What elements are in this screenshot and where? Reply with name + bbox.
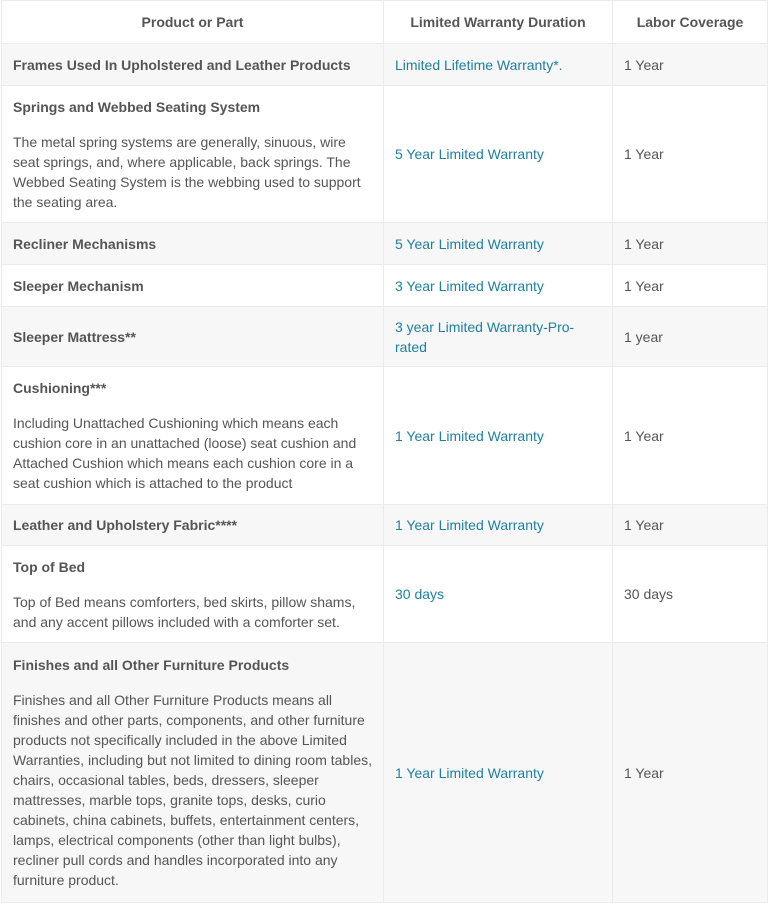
- warranty-link[interactable]: 3 year Limited Warranty-Pro-rated: [395, 318, 575, 355]
- part-cell: [2, 223, 384, 265]
- warranty-link[interactable]: 1 Year Limited Warranty: [395, 427, 544, 444]
- table-row: [2, 223, 768, 265]
- part-cell: [2, 307, 384, 367]
- warranty-cell: [384, 86, 613, 223]
- table-row: [2, 367, 768, 505]
- warranty-cell: [384, 223, 613, 265]
- part-title: Leather and Upholstery Fabric****: [13, 517, 238, 533]
- part-cell: [2, 643, 384, 903]
- warranty-cell: [384, 307, 613, 367]
- warranty-link[interactable]: 1 Year Limited Warranty: [395, 517, 544, 533]
- labor-cell: 1 Year: [613, 367, 768, 505]
- part-title: Frames Used In Upholstered and Leather Products: [13, 56, 351, 73]
- warranty-table: [1, 0, 768, 903]
- part-title: Finishes and all Other Furniture Products: [13, 657, 290, 673]
- warranty-cell: [384, 643, 613, 903]
- part-description: The metal spring systems are generally, sinuous, wire seat springs, and, where applicable, back springs. The Webbed Seating System is the webbing used to support the seating area.: [13, 133, 361, 210]
- labor-cell: 1 Year: [613, 505, 768, 546]
- labor-cell: 1 Year: [613, 223, 768, 265]
- part-cell: [2, 86, 384, 223]
- part-description: Finishes and all Other Furniture Products means all finishes and other parts, components, and other furniture products not specifically included in the above Limited Warranties, including but not limited to dining room tables, chairs, occasional tables, beds, dressers, sleeper mattresses, marble tops, granite tops, desks, curio cabinets, china cabinets, buffets, entertainment centers, lamps, electrical components (other than light bulbs), recliner pull cords and handles incorporated into any furniture product.: [13, 692, 372, 888]
- labor-cell: 30 days: [613, 546, 768, 643]
- labor-cell: 1 year: [613, 307, 768, 367]
- part-title: Recliner Mechanisms: [13, 235, 157, 252]
- warranty-cell: [384, 44, 613, 86]
- warranty-cell: [384, 546, 613, 643]
- labor-cell: 1 Year: [613, 265, 768, 307]
- warranty-link[interactable]: 3 Year Limited Warranty: [395, 277, 544, 294]
- header-warranty-duration: Limited Warranty Duration: [384, 1, 613, 44]
- part-cell: [2, 546, 384, 643]
- table-header-row: [2, 1, 768, 44]
- table-row: [2, 505, 768, 546]
- warranty-link[interactable]: 5 Year Limited Warranty: [395, 146, 544, 162]
- table-row: [2, 86, 768, 223]
- warranty-link[interactable]: 30 days: [395, 586, 445, 602]
- part-description: Top of Bed means comforters, bed skirts, pillow shams, and any accent pillows included with a comforter set.: [13, 593, 356, 630]
- warranty-link[interactable]: 5 Year Limited Warranty: [395, 235, 544, 252]
- part-cell: [2, 505, 384, 546]
- warranty-link[interactable]: Limited Lifetime Warranty*.: [395, 56, 563, 73]
- part-title: Springs and Webbed Seating System: [13, 98, 261, 115]
- warranty-cell: [384, 367, 613, 505]
- part-cell: [2, 367, 384, 505]
- table-row: [2, 643, 768, 903]
- part-cell: [2, 44, 384, 86]
- warranty-link[interactable]: 1 Year Limited Warranty: [395, 764, 544, 781]
- header-labor-coverage: Labor Coverage: [613, 1, 768, 44]
- part-title: Sleeper Mechanism: [13, 277, 144, 294]
- part-title: Cushioning***: [13, 380, 107, 396]
- part-title: Top of Bed: [13, 558, 86, 575]
- warranty-cell: [384, 505, 613, 546]
- labor-cell: 1 Year: [613, 44, 768, 86]
- table-row: [2, 44, 768, 86]
- labor-cell: 1 Year: [613, 643, 768, 903]
- part-cell: [2, 265, 384, 307]
- table-row: [2, 307, 768, 367]
- table-row: [2, 265, 768, 307]
- part-title: Sleeper Mattress**: [13, 328, 136, 345]
- labor-cell: 1 Year: [613, 86, 768, 223]
- header-product-or-part: Product or Part: [2, 1, 384, 44]
- part-description: Including Unattached Cushioning which means each cushion core in an unattached (loose) seat cushion and Attached Cushion which means each cushion core in a seat cushion which is attached to the product: [13, 415, 357, 491]
- table-row: [2, 546, 768, 643]
- warranty-cell: [384, 265, 613, 307]
